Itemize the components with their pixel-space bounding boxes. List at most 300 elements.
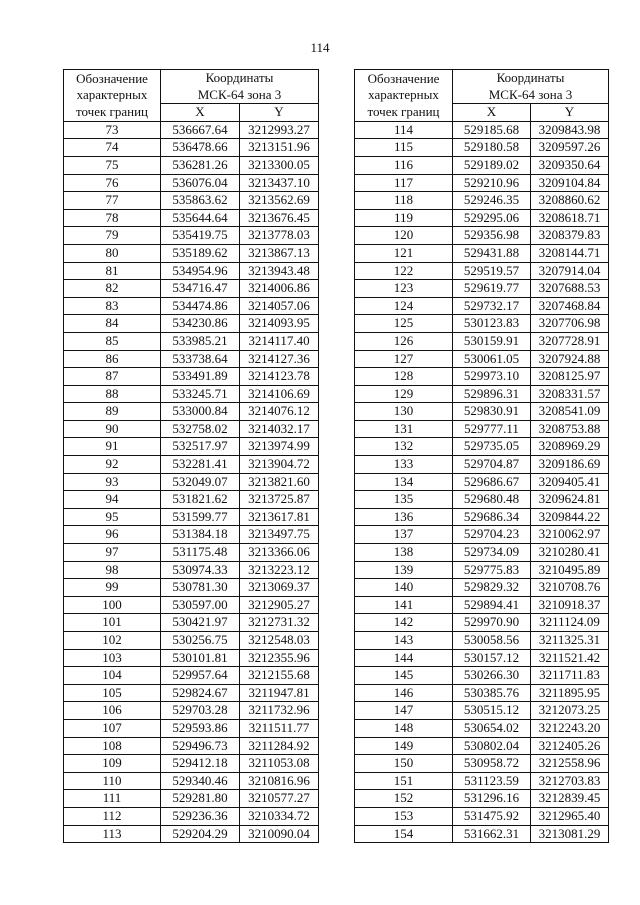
y-cell: 3210495.89 [531, 561, 609, 579]
coords-header [161, 70, 319, 104]
point-number-cell: 107 [64, 719, 161, 737]
table-row [355, 156, 609, 174]
table-row [64, 456, 319, 474]
point-number-cell: 144 [355, 649, 453, 667]
x-cell: 530421.97 [161, 614, 240, 632]
table-body-right [355, 121, 609, 842]
point-number-cell: 116 [355, 156, 453, 174]
y-cell: 3209624.81 [531, 491, 609, 509]
table-row [355, 508, 609, 526]
point-number-cell: 74 [64, 139, 161, 157]
x-cell: 530974.33 [161, 561, 240, 579]
point-number-cell: 150 [355, 755, 453, 773]
x-cell: 529180.58 [453, 139, 531, 157]
x-cell: 530266.30 [453, 667, 531, 685]
point-label-header [64, 70, 161, 122]
table-row [355, 719, 609, 737]
x-cell: 535419.75 [161, 227, 240, 245]
point-number-cell: 98 [64, 561, 161, 579]
table-row [355, 244, 609, 262]
x-cell: 536281.26 [161, 156, 240, 174]
y-cell: 3210918.37 [531, 596, 609, 614]
x-cell: 536667.64 [161, 121, 240, 139]
table-row [64, 403, 319, 421]
x-cell: 530061.05 [453, 350, 531, 368]
table-row [355, 209, 609, 227]
y-cell: 3208969.29 [531, 438, 609, 456]
point-number-cell: 92 [64, 456, 161, 474]
table-row [64, 491, 319, 509]
table-row [64, 438, 319, 456]
x-cell: 530256.75 [161, 632, 240, 650]
y-cell: 3213437.10 [240, 174, 319, 192]
table-row [355, 737, 609, 755]
point-number-cell: 152 [355, 790, 453, 808]
y-cell: 3211521.42 [531, 649, 609, 667]
table-row [64, 667, 319, 685]
x-cell: 529894.41 [453, 596, 531, 614]
point-number-cell: 128 [355, 368, 453, 386]
table-row [64, 385, 319, 403]
x-cell: 533985.21 [161, 332, 240, 350]
y-cell: 3207706.98 [531, 315, 609, 333]
table-row [355, 315, 609, 333]
point-number-cell: 125 [355, 315, 453, 333]
x-cell: 529735.05 [453, 438, 531, 456]
y-header: Y [531, 104, 609, 122]
point-number-cell: 79 [64, 227, 161, 245]
y-cell: 3210280.41 [531, 544, 609, 562]
x-cell: 531123.59 [453, 772, 531, 790]
point-number-cell: 119 [355, 209, 453, 227]
table-row [64, 737, 319, 755]
header-line: Координаты [205, 70, 274, 85]
y-cell: 3211284.92 [240, 737, 319, 755]
x-cell: 529970.90 [453, 614, 531, 632]
x-cell: 529896.31 [453, 385, 531, 403]
x-cell: 530385.76 [453, 684, 531, 702]
point-number-cell: 97 [64, 544, 161, 562]
point-number-cell: 133 [355, 456, 453, 474]
page-number: 114 [310, 40, 330, 55]
y-cell: 3208753.88 [531, 420, 609, 438]
x-cell: 536478.66 [161, 139, 240, 157]
x-cell: 529295.06 [453, 209, 531, 227]
y-cell: 3213821.60 [240, 473, 319, 491]
x-cell: 529619.77 [453, 280, 531, 298]
table-row [64, 350, 319, 368]
y-cell: 3214032.17 [240, 420, 319, 438]
point-number-cell: 75 [64, 156, 161, 174]
x-cell: 536076.04 [161, 174, 240, 192]
coordinates-table-right [354, 69, 609, 843]
x-cell: 529210.96 [453, 174, 531, 192]
table-row [355, 526, 609, 544]
x-cell: 529732.17 [453, 297, 531, 315]
table-row [64, 807, 319, 825]
table-row [64, 772, 319, 790]
x-cell: 530781.30 [161, 579, 240, 597]
x-cell: 530654.02 [453, 719, 531, 737]
y-cell: 3213497.75 [240, 526, 319, 544]
table-row [64, 596, 319, 614]
y-cell: 3208331.57 [531, 385, 609, 403]
table-row [355, 368, 609, 386]
x-cell: 529775.83 [453, 561, 531, 579]
y-cell: 3208379.83 [531, 227, 609, 245]
x-cell: 532281.41 [161, 456, 240, 474]
table-row [355, 772, 609, 790]
y-cell: 3207728.91 [531, 332, 609, 350]
y-cell: 3212548.03 [240, 632, 319, 650]
point-number-cell: 123 [355, 280, 453, 298]
x-cell: 529686.34 [453, 508, 531, 526]
x-cell: 531821.62 [161, 491, 240, 509]
table-row [355, 632, 609, 650]
y-cell: 3212355.96 [240, 649, 319, 667]
point-number-cell: 84 [64, 315, 161, 333]
table-row [64, 755, 319, 773]
point-number-cell: 143 [355, 632, 453, 650]
table-row [355, 491, 609, 509]
y-cell: 3210334.72 [240, 807, 319, 825]
point-number-cell: 102 [64, 632, 161, 650]
x-cell: 530157.12 [453, 649, 531, 667]
x-cell: 535189.62 [161, 244, 240, 262]
table-row [64, 227, 319, 245]
y-cell: 3210577.27 [240, 790, 319, 808]
y-cell: 3207924.88 [531, 350, 609, 368]
point-number-cell: 101 [64, 614, 161, 632]
x-cell: 535644.64 [161, 209, 240, 227]
y-cell: 3213223.12 [240, 561, 319, 579]
y-cell: 3212243.20 [531, 719, 609, 737]
point-number-cell: 121 [355, 244, 453, 262]
x-cell: 529496.73 [161, 737, 240, 755]
table-row [355, 297, 609, 315]
point-number-cell: 87 [64, 368, 161, 386]
point-number-cell: 151 [355, 772, 453, 790]
point-number-cell: 96 [64, 526, 161, 544]
x-cell: 529686.67 [453, 473, 531, 491]
table-row [355, 420, 609, 438]
table-row [355, 579, 609, 597]
y-cell: 3213562.69 [240, 192, 319, 210]
y-cell: 3211124.09 [531, 614, 609, 632]
table-row [64, 579, 319, 597]
x-cell: 529593.86 [161, 719, 240, 737]
table-row [355, 702, 609, 720]
y-cell: 3213867.13 [240, 244, 319, 262]
table-row [64, 684, 319, 702]
point-number-cell: 126 [355, 332, 453, 350]
y-cell: 3214057.06 [240, 297, 319, 315]
x-cell: 532049.07 [161, 473, 240, 491]
x-cell: 531296.16 [453, 790, 531, 808]
table-row [355, 403, 609, 421]
point-number-cell: 145 [355, 667, 453, 685]
x-cell: 533000.84 [161, 403, 240, 421]
y-cell: 3210090.04 [240, 825, 319, 843]
header-line: Координаты [496, 70, 565, 85]
table-row [355, 280, 609, 298]
header-line: МСК-64 зона 3 [197, 86, 282, 102]
x-cell: 532758.02 [161, 420, 240, 438]
y-cell: 3208144.71 [531, 244, 609, 262]
table-row [64, 649, 319, 667]
point-number-cell: 110 [64, 772, 161, 790]
y-cell: 3210816.96 [240, 772, 319, 790]
table-row [355, 561, 609, 579]
x-cell: 530123.83 [453, 315, 531, 333]
table-row [64, 420, 319, 438]
y-cell: 3211511.77 [240, 719, 319, 737]
x-cell: 529340.46 [161, 772, 240, 790]
point-number-cell: 114 [355, 121, 453, 139]
point-number-cell: 81 [64, 262, 161, 280]
header-line: точек границ [367, 103, 440, 119]
table-row [355, 473, 609, 491]
point-number-cell: 131 [355, 420, 453, 438]
y-cell: 3210062.97 [531, 526, 609, 544]
point-number-cell: 91 [64, 438, 161, 456]
header-line: характерных [76, 87, 148, 103]
point-number-cell: 85 [64, 332, 161, 350]
point-number-cell: 80 [64, 244, 161, 262]
x-cell: 531662.31 [453, 825, 531, 843]
point-number-cell: 132 [355, 438, 453, 456]
y-cell: 3214127.36 [240, 350, 319, 368]
y-cell: 3213974.99 [240, 438, 319, 456]
y-cell: 3213300.05 [240, 156, 319, 174]
y-cell: 3213617.81 [240, 508, 319, 526]
table-row [64, 632, 319, 650]
y-cell: 3212405.26 [531, 737, 609, 755]
point-number-cell: 95 [64, 508, 161, 526]
point-number-cell: 105 [64, 684, 161, 702]
table-row [355, 596, 609, 614]
table-row [64, 209, 319, 227]
y-cell: 3212731.32 [240, 614, 319, 632]
y-header: Y [240, 104, 319, 122]
y-cell: 3214006.86 [240, 280, 319, 298]
y-cell: 3209350.64 [531, 156, 609, 174]
x-cell: 529957.64 [161, 667, 240, 685]
x-cell: 529777.11 [453, 420, 531, 438]
table-row [64, 315, 319, 333]
x-cell: 530101.81 [161, 649, 240, 667]
y-cell: 3207688.53 [531, 280, 609, 298]
point-number-cell: 112 [64, 807, 161, 825]
table-row [64, 614, 319, 632]
x-cell: 534230.86 [161, 315, 240, 333]
table-row [355, 332, 609, 350]
point-number-cell: 138 [355, 544, 453, 562]
point-number-cell: 76 [64, 174, 161, 192]
x-cell: 533738.64 [161, 350, 240, 368]
table-row [64, 332, 319, 350]
point-number-cell: 99 [64, 579, 161, 597]
x-cell: 529204.29 [161, 825, 240, 843]
point-number-cell: 88 [64, 385, 161, 403]
y-cell: 3213081.29 [531, 825, 609, 843]
x-cell: 530058.56 [453, 632, 531, 650]
table-row [64, 825, 319, 843]
y-cell: 3211325.31 [531, 632, 609, 650]
table-row [355, 684, 609, 702]
y-cell: 3213069.37 [240, 579, 319, 597]
point-number-cell: 109 [64, 755, 161, 773]
point-number-cell: 140 [355, 579, 453, 597]
y-cell: 3209104.84 [531, 174, 609, 192]
point-number-cell: 78 [64, 209, 161, 227]
x-cell: 532517.97 [161, 438, 240, 456]
header-line: Обозначение [367, 70, 440, 86]
x-cell: 529431.88 [453, 244, 531, 262]
table-row [64, 368, 319, 386]
point-number-cell: 130 [355, 403, 453, 421]
point-number-cell: 149 [355, 737, 453, 755]
y-cell: 3213725.87 [240, 491, 319, 509]
table-row [64, 544, 319, 562]
x-cell: 530159.91 [453, 332, 531, 350]
y-cell: 3212703.83 [531, 772, 609, 790]
x-header: X [453, 104, 531, 122]
point-number-cell: 73 [64, 121, 161, 139]
point-number-cell: 100 [64, 596, 161, 614]
x-cell: 529824.67 [161, 684, 240, 702]
y-cell: 3207914.04 [531, 262, 609, 280]
table-row [355, 614, 609, 632]
table-row [64, 174, 319, 192]
header-line: Обозначение [76, 70, 148, 86]
point-number-cell: 108 [64, 737, 161, 755]
x-cell: 529830.91 [453, 403, 531, 421]
point-number-cell: 104 [64, 667, 161, 685]
point-number-cell: 127 [355, 350, 453, 368]
x-cell: 535863.62 [161, 192, 240, 210]
x-cell: 529185.68 [453, 121, 531, 139]
point-label-header [355, 70, 453, 122]
coordinates-table-left [63, 69, 319, 843]
y-cell: 3213151.96 [240, 139, 319, 157]
y-cell: 3212155.68 [240, 667, 319, 685]
y-cell: 3212839.45 [531, 790, 609, 808]
header-line: точек границ [75, 103, 149, 119]
y-cell: 3208125.97 [531, 368, 609, 386]
y-cell: 3213366.06 [240, 544, 319, 562]
x-cell: 531475.92 [453, 807, 531, 825]
x-cell: 533491.89 [161, 368, 240, 386]
table-row [64, 280, 319, 298]
point-number-cell: 89 [64, 403, 161, 421]
x-cell: 529246.35 [453, 192, 531, 210]
x-cell: 534716.47 [161, 280, 240, 298]
table-row [64, 702, 319, 720]
coords-header [453, 70, 609, 104]
point-number-cell: 90 [64, 420, 161, 438]
point-number-cell: 94 [64, 491, 161, 509]
point-number-cell: 146 [355, 684, 453, 702]
y-cell: 3212558.96 [531, 755, 609, 773]
x-cell: 529281.80 [161, 790, 240, 808]
table-row [64, 192, 319, 210]
point-number-cell: 82 [64, 280, 161, 298]
y-cell: 3211053.08 [240, 755, 319, 773]
point-number-cell: 124 [355, 297, 453, 315]
header-line: МСК-64 зона 3 [488, 86, 573, 102]
y-cell: 3212965.40 [531, 807, 609, 825]
x-cell: 529189.02 [453, 156, 531, 174]
point-number-cell: 115 [355, 139, 453, 157]
y-cell: 3210708.76 [531, 579, 609, 597]
y-cell: 3213904.72 [240, 456, 319, 474]
point-number-cell: 118 [355, 192, 453, 210]
table-row [355, 350, 609, 368]
x-cell: 534954.96 [161, 262, 240, 280]
point-number-cell: 106 [64, 702, 161, 720]
table-row [64, 473, 319, 491]
table-row [355, 438, 609, 456]
point-number-cell: 139 [355, 561, 453, 579]
table-row [355, 825, 609, 843]
x-cell: 529703.28 [161, 702, 240, 720]
table-row [64, 121, 319, 139]
x-cell: 533245.71 [161, 385, 240, 403]
point-number-cell: 113 [64, 825, 161, 843]
header-line: характерных [368, 87, 439, 103]
table-row [64, 139, 319, 157]
table-row [355, 755, 609, 773]
y-cell: 3214117.40 [240, 332, 319, 350]
point-number-cell: 136 [355, 508, 453, 526]
y-cell: 3208541.09 [531, 403, 609, 421]
table-row [355, 649, 609, 667]
y-cell: 3211711.83 [531, 667, 609, 685]
table-row [355, 385, 609, 403]
x-cell: 529973.10 [453, 368, 531, 386]
table-row [64, 790, 319, 808]
y-cell: 3214076.12 [240, 403, 319, 421]
y-cell: 3214093.95 [240, 315, 319, 333]
x-cell: 530802.04 [453, 737, 531, 755]
point-number-cell: 117 [355, 174, 453, 192]
table-row [64, 508, 319, 526]
point-number-cell: 141 [355, 596, 453, 614]
table-row [355, 456, 609, 474]
y-cell: 3209844.22 [531, 508, 609, 526]
table-row [64, 561, 319, 579]
table-row [355, 807, 609, 825]
point-number-cell: 120 [355, 227, 453, 245]
point-number-cell: 86 [64, 350, 161, 368]
point-number-cell: 103 [64, 649, 161, 667]
x-cell: 534474.86 [161, 297, 240, 315]
point-number-cell: 134 [355, 473, 453, 491]
table-row [64, 244, 319, 262]
x-cell: 529704.87 [453, 456, 531, 474]
table-row [355, 174, 609, 192]
y-cell: 3209405.41 [531, 473, 609, 491]
table-row [355, 667, 609, 685]
table-row [355, 790, 609, 808]
point-number-cell: 93 [64, 473, 161, 491]
table-row [355, 227, 609, 245]
y-cell: 3212905.27 [240, 596, 319, 614]
x-cell: 529680.48 [453, 491, 531, 509]
point-number-cell: 122 [355, 262, 453, 280]
table-row [355, 262, 609, 280]
